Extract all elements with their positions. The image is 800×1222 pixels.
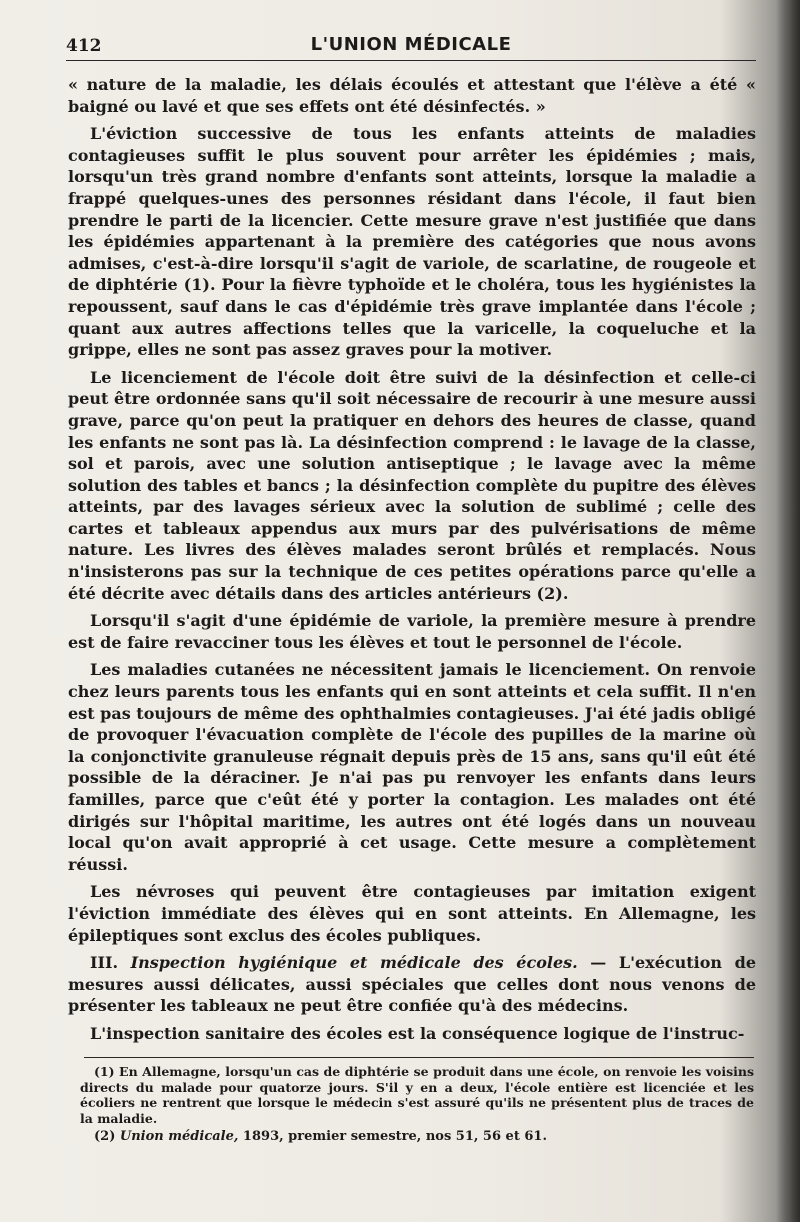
paragraph-4: Lorsqu'il s'agit d'une épidémie de variole, la première mesure à prendre est de faire revacciner tous les élèves et tout le personnel de l'école.	[68, 611, 756, 652]
book-gutter-shadow	[776, 0, 800, 1222]
section-text: — L'exécution de mesures aussi délicates, aussi spéciales que celles dont nous venons de présenter les tableaux ne peut être confiée qu'à des médecins.	[68, 953, 756, 1016]
page-number: 412	[66, 36, 102, 56]
footnotes	[80, 1064, 754, 1148]
section-heading-paragraph	[68, 952, 756, 1017]
paragraph-6: Les névroses qui peuvent être contagieuses par imitation exigent l'éviction immédiate des élèves qui en sont atteints. En Allemagne, les épileptiques sont exclus des écoles publiques.	[68, 882, 756, 945]
paragraph-8: L'inspection sanitaire des écoles est la conséquence logique de l'instruc-	[90, 1023, 745, 1043]
body-text	[68, 74, 756, 1051]
footnote-1	[80, 1064, 754, 1126]
footnote-1-marker: (1)	[94, 1064, 115, 1079]
page-header	[66, 34, 756, 61]
footnote-1-text: En Allemagne, lorsqu'un cas de diphtérie se produit dans une école, on renvoie les voisins directs du malade pour quatorze jours. S'il y en a deux, l'école entière est licenciée et les écoliers ne rentrent que lorsque le médecin s'est assuré qu'ils ne présentent plus de traces de la maladie.	[80, 1064, 754, 1126]
section-number: III.	[90, 953, 119, 973]
paragraph-5: Les maladies cutanées ne nécessitent jamais le licenciement. On renvoie chez leurs parents tous les enfants qui en sont atteints et cela suffit. Il n'en est pas toujours de même des ophthalmies contagieuses. J'ai été jadis obligé de provoquer l'évacuation complète de l'école des pupilles de la marine où la conjonctivite granuleuse régnait depuis près de 15 ans, sans qu'il eût été possible de la déraciner. Je n'ai pas pu renvoyer les enfants dans leurs familles, parce que c'eût été y porter la contagion. Les malades ont été dirigés sur l'hôpital maritime, les autres ont été logés dans un nouveau local qu'on avait approprié à cet usage. Cette mesure a complètement réussi.	[68, 660, 756, 874]
section-title: Inspection hygiénique et médicale des écoles.	[130, 953, 578, 973]
footnote-divider	[84, 1057, 754, 1058]
paragraph-3: Le licenciement de l'école doit être suivi de la désinfection et celle-ci peut être ordonnée sans qu'il soit nécessaire de recourir à une mesure aussi grave, parce qu'on peut la pratiquer en dehors des heures de classe, quand les enfants ne sont pas là. La désinfection comprend : le lavage de la classe, sol et parois, avec une solution antiseptique ; le lavage avec la même solution des tables et bancs ; la désinfection complète du pupitre des élèves atteints, par des lavages sérieux avec la solution de sublimé ; celle des cartes et tableaux appendus aux murs par des pulvérisations de même nature. Les livres des élèves malades seront brûlés et remplacés. Nous n'insisterons pas sur la technique de ces petites opérations parce qu'elle a été décrite avec détails dans des articles antérieurs (2).	[68, 367, 756, 603]
footnote-2-marker: (2)	[94, 1129, 116, 1145]
running-title: L'UNION MÉDICALE	[310, 34, 512, 55]
footnote-2-text: 1893, premier semestre, nos 51, 56 et 61.	[238, 1129, 547, 1145]
paragraph-2: L'éviction successive de tous les enfants atteints de maladies contagieuses suffit le plus souvent pour arrêter les épidémies ; mais, lorsqu'un très grand nombre d'enfants sont atteints, lorsque la maladie a frappé quelques-unes des personnes résidant dans l'école, il faut bien prendre le parti de la licencier. Cette mesure grave n'est justifiée que dans les épidémies appartenant à la première des catégories que nous avons admises, c'est-à-dire lorsqu'il s'agit de variole, de scarlatine, de rougeole et de diphtérie (1). Pour la fièvre typhoïde et le choléra, tous les hygiénistes la repoussent, sauf dans le cas d'épidémie très grave implantée dans l'école ; quant aux autres affections telles que la varicelle, la coqueluche et la grippe, elles ne sont pas assez graves pour la motiver.	[68, 124, 756, 360]
footnote-2-journal: Union médicale,	[119, 1129, 239, 1145]
footnote-2	[80, 1129, 754, 1145]
paragraph-1: « nature de la maladie, les délais écoulés et attestant que l'élève a été « baigné ou lavé et que ses effets ont été désinfectés. »	[68, 75, 756, 116]
